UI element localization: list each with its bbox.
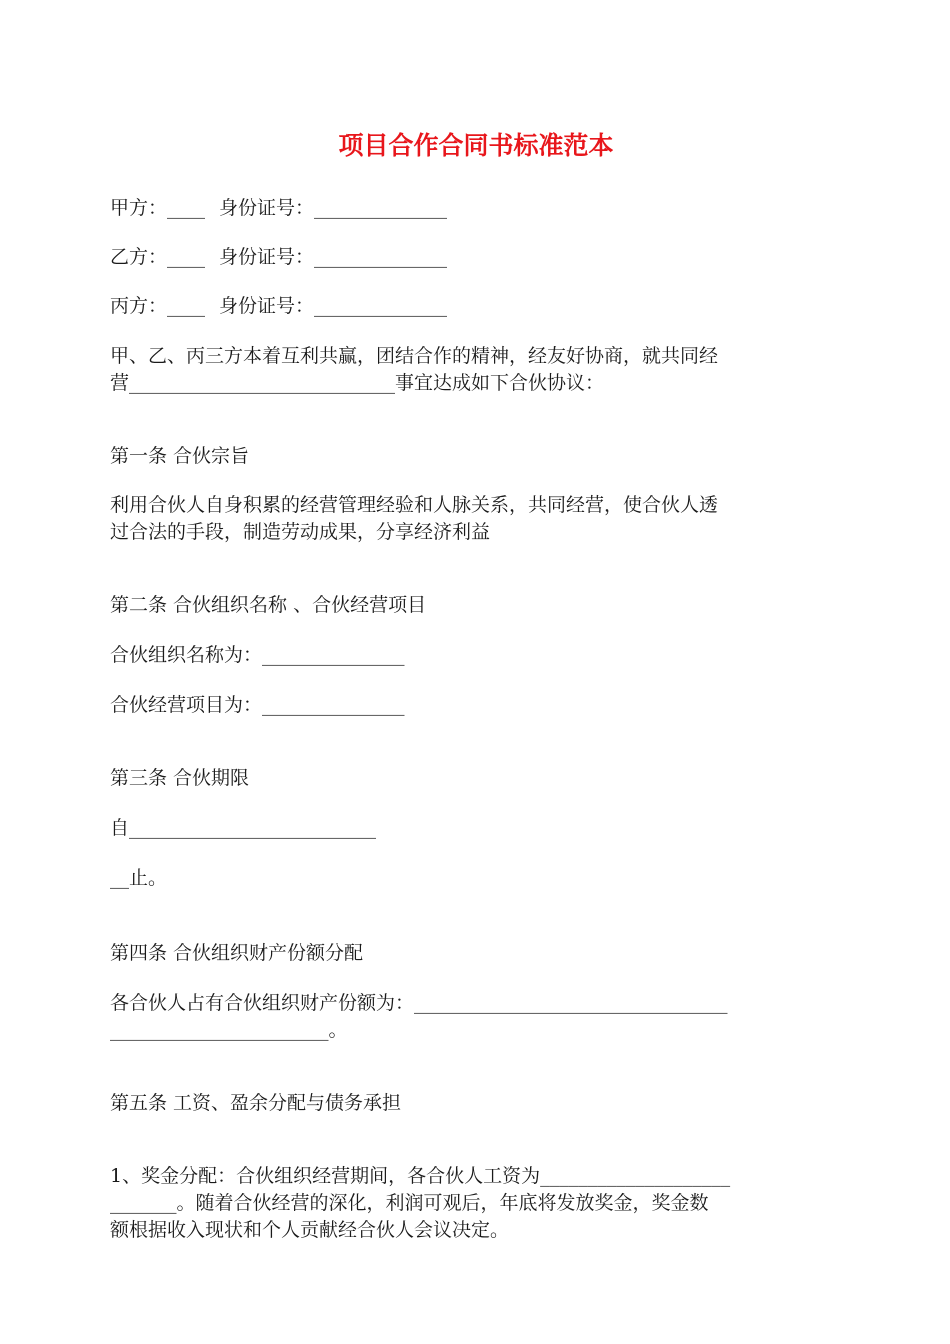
article-4-body-line: 各合伙人占有合伙组织财产份额为：_________________________________: [110, 992, 728, 1014]
document-title: 项目合作合同书标准范本: [338, 131, 614, 160]
preamble-paragraph: [110, 343, 842, 397]
party-a-id-label: 身份证号：______________: [219, 197, 448, 219]
organization-name-line: 合伙组织名称为：_______________: [110, 644, 405, 666]
article-2-heading: 第二条 合伙组织名称 、合伙经营项目: [110, 594, 427, 616]
article-1-body: [110, 492, 842, 546]
article-3-heading: 第三条 合伙期限: [110, 767, 250, 789]
party-b-label: 乙方：____: [110, 246, 206, 268]
preamble-line: 甲、乙、丙三方本着互利共赢，团结合作的精神，经友好协商，就共同经: [110, 345, 719, 367]
article-4-body-line: _______________________。: [110, 1019, 348, 1041]
article-5-item-1: [110, 1163, 842, 1244]
article-1-body-line: 利用合伙人自身积累的经营管理经验和人脉关系，共同经营，使合伙人透: [110, 494, 719, 516]
term-from-line: 自__________________________: [110, 817, 377, 839]
article-5-heading: 第五条 工资、盈余分配与债务承担: [110, 1092, 402, 1114]
party-c-id-label: 身份证号：______________: [219, 295, 448, 317]
party-a-line: [110, 195, 447, 222]
article-5-item-1-line: 额根据收入现状和个人贡献经合伙人会议决定。: [110, 1219, 510, 1241]
article-5-item-1-line: _______。随着合伙经营的深化，利润可观后，年底将发放奖金，奖金数: [110, 1192, 709, 1214]
term-to-line: __止。: [110, 867, 168, 889]
party-a-label: 甲方：____: [110, 197, 206, 219]
article-1-body-line: 过合法的手段，制造劳动成果，分享经济利益: [110, 521, 491, 543]
article-4-body: [110, 990, 842, 1044]
party-c-label: 丙方：____: [110, 295, 206, 317]
project-line: 合伙经营项目为：_______________: [110, 694, 405, 716]
article-1-heading: 第一条 合伙宗旨: [110, 445, 250, 467]
article-5-item-1-line: 1、奖金分配：合伙组织经营期间，各合伙人工资为____________________: [110, 1165, 731, 1187]
party-c-line: [110, 293, 447, 320]
preamble-line: 营____________________________事宜达成如下合伙协议：: [110, 372, 605, 394]
party-b-line: [110, 244, 447, 271]
article-4-heading: 第四条 合伙组织财产份额分配: [110, 942, 364, 964]
party-b-id-label: 身份证号：______________: [219, 246, 448, 268]
